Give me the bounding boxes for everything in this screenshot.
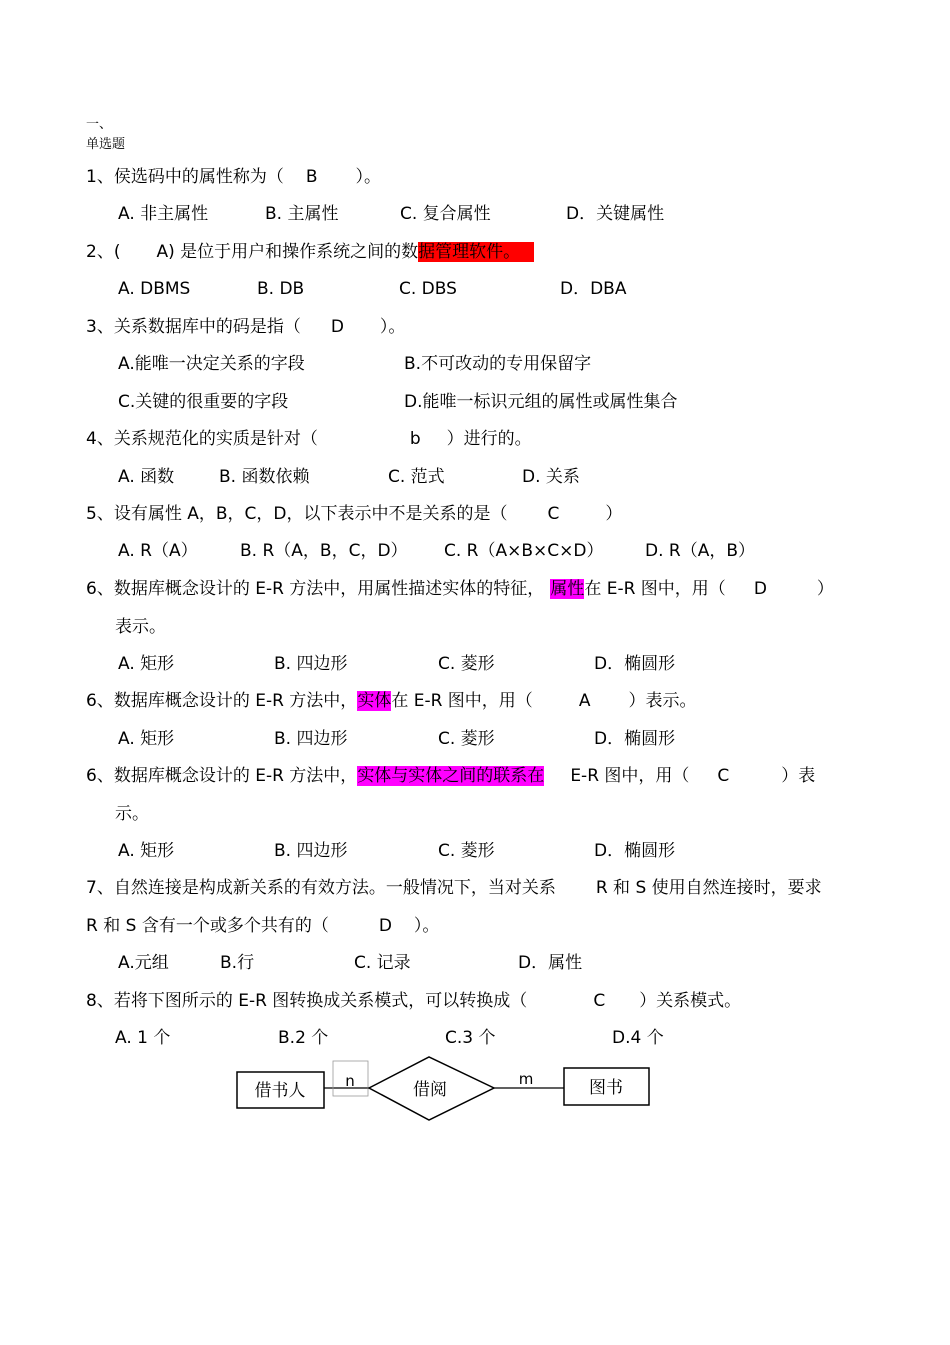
question-8-answer: C [593,991,606,1011]
question-8-option-b: B.2 个 [278,1028,329,1048]
question-8-option-a: A. 1 个 [115,1028,171,1048]
question-6a-option-b: B. 四边形 [274,654,348,674]
question-3-option-a: A.能唯一决定关系的字段 [118,354,305,374]
question-6b-option-a: A. 矩形 [118,729,175,749]
highlight-red: 据管理软件。 [418,242,534,262]
question-6c-option-a: A. 矩形 [118,841,175,861]
question-7-answer: D [378,916,392,936]
question-6b-stem: 6、数据库概念设计的 E-R 方法中，实体在 E-R 图中，用（ A ）表示。 [86,691,697,711]
question-4-option-c: C. 范式 [388,467,445,487]
question-5-option-b: B. R（A，B，C，D） [240,541,408,561]
question-1-stem: 1、侯选码中的属性称为（ B ）。 [86,167,381,187]
highlight-magenta: 实体 [357,691,392,711]
question-4-option-d: D. 关系 [522,467,580,487]
er-diagram [230,1055,660,1130]
question-6a-stem-cont: 表示。 [115,617,166,637]
cardinality-right: m [518,1070,534,1088]
question-2-option-d: D．DBA [560,279,627,299]
question-5-option-c: C. R（A×B×C×D） [444,541,604,561]
question-6a-stem: 6、数据库概念设计的 E-R 方法中，用属性描述实体的特征， 属性在 E-R 图中，用（ D ） [86,579,834,599]
question-4-answer: b [409,429,421,449]
question-1-option-a: A. 非主属性 [118,204,209,224]
section-number: 一、 [86,117,113,132]
question-3-option-b: B.不可改动的专用保留字 [404,354,592,374]
question-6a-answer: D [753,579,767,599]
question-7-option-b: B.行 [220,953,255,973]
question-7-option-d: D．属性 [518,953,583,973]
question-6a-option-a: A. 矩形 [118,654,175,674]
question-7-stem: 7、自然连接是构成新关系的有效方法。一般情况下，当对关系 R 和 S 使用自然连接时，要求 [86,878,822,898]
question-3-answer: D [330,317,344,337]
question-5-option-d: D. R（A，B） [645,541,756,561]
question-3-option-d: D.能唯一标识元组的属性或属性集合 [404,392,678,412]
question-2-option-c: C. DBS [399,279,457,299]
entity-left-label: 借书人 [254,1081,306,1101]
question-7-stem-line2: R 和 S 含有一个或多个共有的（ D ）。 [86,916,440,936]
question-4-option-b: B. 函数依赖 [219,467,310,487]
question-3-option-c: C.关键的很重要的字段 [118,392,289,412]
section-title: 单选题 [86,137,126,152]
question-6a-option-c: C. 菱形 [438,654,495,674]
highlight-magenta: 实体与实体之间的联系在 [357,766,545,786]
question-6c-stem-cont: 示。 [115,804,149,824]
question-1-option-b: B. 主属性 [265,204,339,224]
question-5-answer: C [547,504,560,524]
cardinality-left: n [345,1072,355,1090]
relationship-label: 借阅 [413,1080,447,1100]
question-1-answer: B [305,167,318,187]
question-8-option-d: D.4 个 [612,1028,664,1048]
question-1-option-d: D．关键属性 [566,204,665,224]
question-6c-option-d: D．椭圆形 [594,841,676,861]
question-4-stem: 4、关系规范化的实质是针对（ b ）进行的。 [86,429,532,449]
question-1-option-c: C. 复合属性 [400,204,491,224]
question-6c-option-c: C. 菱形 [438,841,495,861]
question-2-option-a: A. DBMS [118,279,191,299]
question-8-option-c: C.3 个 [445,1028,496,1048]
question-7-option-c: C. 记录 [354,953,411,973]
highlight-magenta: 属性 [550,579,585,599]
question-3-stem: 3、关系数据库中的码是指（ D ）。 [86,317,406,337]
question-6b-answer: A [578,691,591,711]
question-6b-option-d: D．椭圆形 [594,729,676,749]
question-6b-option-b: B. 四边形 [274,729,348,749]
question-5-stem: 5、设有属性 A，B，C，D，以下表示中不是关系的是（ C ） [86,504,623,524]
question-2-stem: 2、( A) 是位于用户和操作系统之间的数据管理软件。 [86,241,534,263]
question-6c-option-b: B. 四边形 [274,841,348,861]
question-6c-stem: 6、数据库概念设计的 E-R 方法中，实体与实体之间的联系在 E-R 图中，用（ C ）表 [86,766,816,786]
question-5-option-a: A. R（A） [118,541,198,561]
question-7-option-a: A.元组 [118,953,169,973]
question-6b-option-c: C. 菱形 [438,729,495,749]
question-6a-option-d: D．椭圆形 [594,654,676,674]
question-8-stem: 8、若将下图所示的 E-R 图转换成关系模式，可以转换成（ C ）关系模式。 [86,991,742,1011]
entity-right-label: 图书 [589,1078,623,1098]
question-2-option-b: B. DB [257,279,305,299]
question-2-answer: A [156,242,169,262]
question-6c-answer: C [717,766,730,786]
question-4-option-a: A. 函数 [118,467,175,487]
